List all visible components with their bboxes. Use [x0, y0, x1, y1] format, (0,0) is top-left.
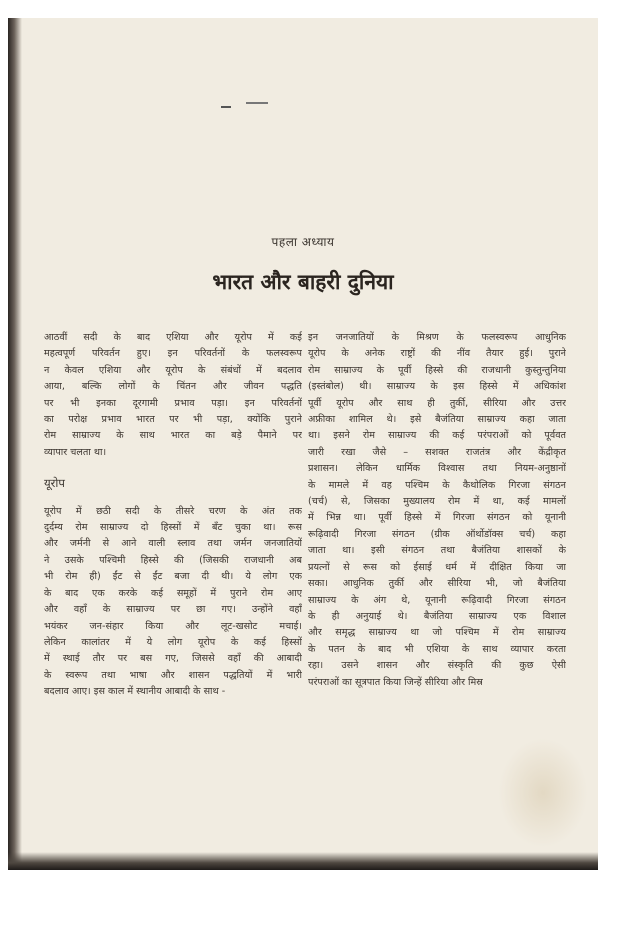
text-line: रहा। उसने शासन और संस्कृति की कुछ ऐसी	[308, 660, 566, 672]
intro-paragraph	[44, 330, 302, 461]
text-line: इन जनजातियों के मिश्रण के फलस्वरूप आधुनिक	[308, 332, 566, 343]
text-line: प्रयत्नों से रूस को ईसाई धर्म में दीक्षित किया जा	[308, 561, 566, 573]
text-line: लेकिन कालांतर में ये लोग यूरोप के कई हिस्सों	[44, 636, 302, 648]
text-line: भी रोम ही) ईंट से ईंट बजा दी थी। ये लोग एक	[44, 571, 302, 583]
chapter-label: पहला अध्याय	[271, 235, 335, 249]
text-line: दुर्दम्य रोम साम्राज्य दो हिस्सों में बँट चुका था। रूस	[44, 522, 302, 534]
text-line: अफ्रीका शामिल थे। इसे बैजंतिया साम्राज्य कहा जाता	[308, 414, 566, 426]
text-line: यूरोप में छठी सदी के तीसरे चरण के अंत तक	[44, 505, 302, 517]
header-mark	[221, 106, 231, 108]
text-line: (चर्च) से, जिसका मुख्यालय रोम में था, कई मामलों	[308, 496, 566, 508]
text-line: महत्वपूर्ण परिवर्तन हुए। इन परिवर्तनों के फलस्वरूप	[44, 348, 302, 360]
text-line: पर भी इनका दूरगामी प्रभाव पड़ा। इन परिवर्तनों	[44, 397, 302, 409]
text-line: के बाद एक करके कई समूहों में पुराने रोम आए	[44, 587, 302, 599]
text-line: में स्थाई तौर पर बस गए, जिससे वहाँ की आबादी	[44, 653, 302, 665]
text-line: बदलाव आए। इस काल में स्थानीय आबादी के साथ -	[44, 686, 226, 698]
text-line: पूर्वी यूरोप और साथ ही तुर्की, सीरिया और उत्तर	[308, 397, 566, 409]
text-line: जारी रखा जैसे – सशक्त राजतंत्र और केंद्रीकृत	[308, 446, 566, 458]
page-bottom-shadow	[8, 852, 598, 870]
text-line: के ही अनुयाई थे। बैजंतिया साम्राज्य एक विशाल	[308, 610, 566, 622]
text-line: रोम साम्राज्य के साथ भारत का बड़े पैमाने पर	[44, 430, 302, 442]
text-line: यूरोप के अनेक राष्ट्रों की नींव तैयार हुई। पुराने	[308, 348, 566, 360]
text-line: रोम साम्राज्य के पूर्वी हिस्से की राजधानी कुस्तुन्तुनिया	[308, 364, 566, 376]
text-line: और समृद्ध साम्राज्य था जो पश्चिम में रोम साम्राज्य	[308, 627, 566, 639]
paper-stain	[498, 738, 588, 848]
text-line: सका। आधुनिक तुर्की और सीरिया भी, जो बैजंतिया	[308, 578, 566, 590]
text-line: प्रशासन। लेकिन धार्मिक विश्वास तथा नियम-अनुष्ठानों	[308, 463, 566, 475]
section-heading: यूरोप	[44, 476, 65, 491]
text-line: जाता था। इसी संगठन तथा बैजंतिया शासकों के	[308, 545, 566, 557]
text-line: में भिन्न था। पूर्वी हिस्से में गिरजा संगठन को यूनानी	[308, 512, 566, 524]
page-spine-shadow	[8, 18, 22, 870]
chapter-title: भारत और बाहरी दुनिया	[212, 270, 394, 294]
left-column	[44, 330, 302, 701]
right-column	[308, 330, 566, 691]
text-line: आठवीं सदी के बाद एशिया और यूरोप में कई	[44, 332, 302, 343]
text-line: न केवल एशिया और यूरोप के संबंधों में बदलाव	[44, 364, 302, 376]
europe-paragraph	[44, 504, 302, 701]
byzantine-paragraph	[308, 330, 566, 691]
header-rule	[246, 102, 268, 104]
text-line: साम्राज्य के अंग थे, यूनानी रूढ़िवादी गिरजा संगठन	[308, 594, 566, 606]
text-line: आया, बल्कि लोगों के चिंतन और जीवन पद्धति	[44, 381, 302, 393]
text-line: के मामले में वह पश्चिम के कैथोलिक गिरजा संगठन	[308, 479, 566, 491]
text-line: के पतन के बाद भी एशिया के साथ व्यापार करता	[308, 643, 566, 655]
text-line: रूढ़िवादी गिरजा संगठन (ग्रीक ऑर्थोडॉक्स चर्च) कहा	[308, 528, 566, 540]
text-line: ने उसके पश्चिमी हिस्से की (जिसकी राजधानी अब	[44, 554, 302, 566]
text-line: व्यापार चलता था।	[44, 446, 107, 458]
text-line: के स्वरूप तथा भाषा और शासन पद्धतियों में भारी	[44, 669, 302, 681]
text-line: (इस्तंबोल) थी। साम्राज्य के इस हिस्से में अधिकांश	[308, 381, 566, 393]
text-line: भयंकर जन-संहार किया और लूट-खसोट मचाई।	[44, 620, 302, 632]
text-line: था। इसने रोम साम्राज्य की कई परंपराओं को पूर्ववत	[308, 430, 566, 442]
text-line: और जर्मनी से आने वाली स्लाव तथा जर्मन जनजातियों	[44, 538, 302, 550]
book-page	[8, 18, 598, 870]
text-line: परंपराओं का सूत्रपात किया जिन्हें सीरिया और मिस्र	[308, 676, 483, 688]
text-line: और वहाँ के साम्राज्य पर छा गए। उन्होंने वहाँ	[44, 604, 302, 616]
text-line: का परोक्ष प्रभाव भारत पर भी पड़ा, क्योंकि पुराने	[44, 414, 302, 426]
